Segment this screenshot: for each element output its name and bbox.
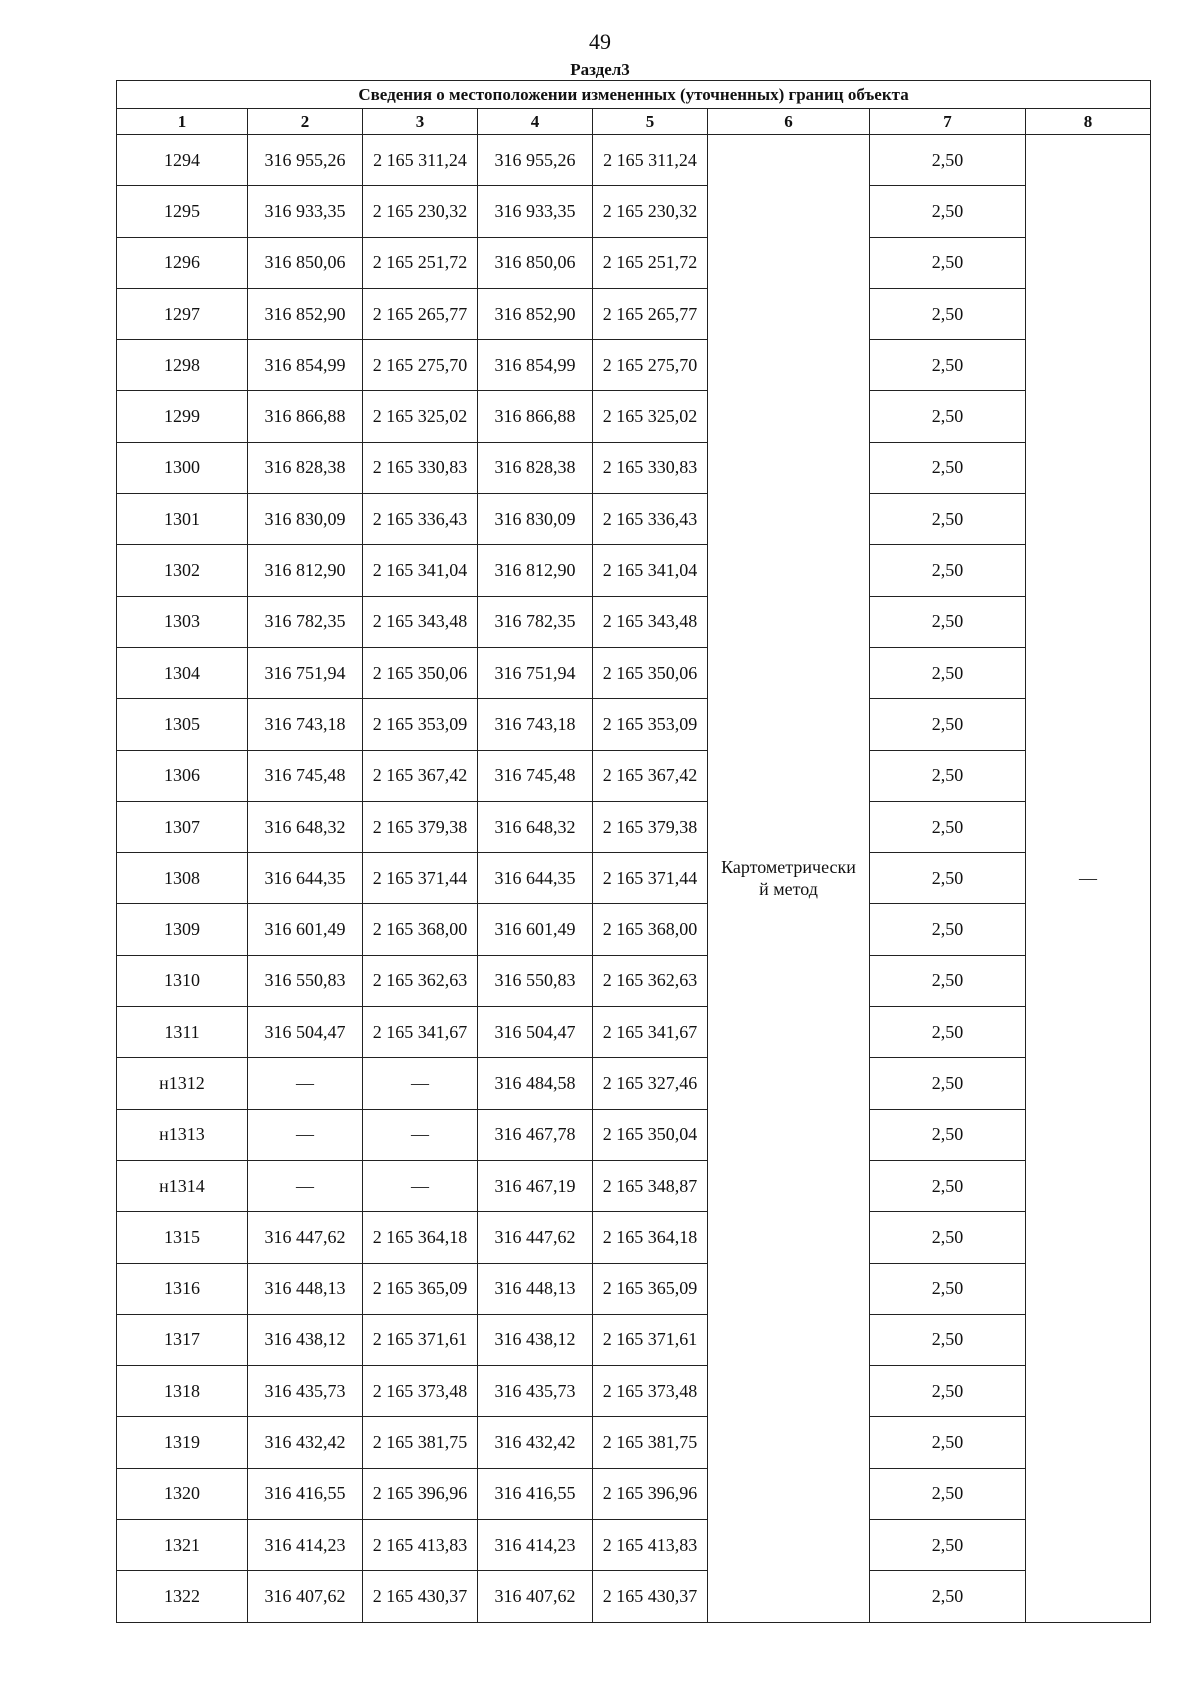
accuracy-cell: 2,50 [870,1160,1026,1211]
y-old-cell: 2 165 341,04 [363,545,478,596]
y-old-cell: 2 165 325,02 [363,391,478,442]
point-number-cell: 1300 [117,442,248,493]
table-row [117,1571,1151,1622]
point-number-cell: 1308 [117,853,248,904]
x-old-cell: 316 854,99 [248,340,363,391]
x-new-cell: 316 782,35 [478,596,593,647]
column-number: 7 [870,109,1026,135]
accuracy-cell: 2,50 [870,1366,1026,1417]
y-old-cell: — [363,1058,478,1109]
y-old-cell: 2 165 367,42 [363,750,478,801]
table-row [117,750,1151,801]
accuracy-cell: 2,50 [870,1468,1026,1519]
x-old-cell: — [248,1058,363,1109]
x-new-cell: 316 933,35 [478,186,593,237]
y-new-cell: 2 165 327,46 [593,1058,708,1109]
table-row [117,1520,1151,1571]
point-number-cell: 1295 [117,186,248,237]
y-old-cell: 2 165 362,63 [363,955,478,1006]
accuracy-cell: 2,50 [870,1417,1026,1468]
x-old-cell: 316 601,49 [248,904,363,955]
table-row [117,494,1151,545]
y-old-cell: 2 165 341,67 [363,1007,478,1058]
y-new-cell: 2 165 341,67 [593,1007,708,1058]
table-row [117,237,1151,288]
y-old-cell: 2 165 364,18 [363,1212,478,1263]
table-row [117,442,1151,493]
y-old-cell: 2 165 368,00 [363,904,478,955]
y-new-cell: 2 165 275,70 [593,340,708,391]
y-new-cell: 2 165 365,09 [593,1263,708,1314]
x-old-cell: — [248,1109,363,1160]
point-number-cell: 1322 [117,1571,248,1622]
y-new-cell: 2 165 413,83 [593,1520,708,1571]
accuracy-cell: 2,50 [870,288,1026,339]
method-line-1: Картометрически [721,857,856,878]
y-new-cell: 2 165 367,42 [593,750,708,801]
y-new-cell: 2 165 430,37 [593,1571,708,1622]
y-new-cell: 2 165 371,61 [593,1314,708,1365]
x-new-cell: 316 467,78 [478,1109,593,1160]
y-old-cell: — [363,1160,478,1211]
y-new-cell: 2 165 368,00 [593,904,708,955]
accuracy-cell: 2,50 [870,750,1026,801]
y-new-cell: 2 165 396,96 [593,1468,708,1519]
y-new-cell: 2 165 350,06 [593,647,708,698]
x-old-cell: 316 414,23 [248,1520,363,1571]
column-number: 5 [593,109,708,135]
method-line-2: й метод [759,879,818,900]
point-number-cell: н1314 [117,1160,248,1211]
point-number-cell: 1302 [117,545,248,596]
x-old-cell: 316 644,35 [248,853,363,904]
x-new-cell: 316 852,90 [478,288,593,339]
x-old-cell: 316 850,06 [248,237,363,288]
x-new-cell: 316 828,38 [478,442,593,493]
x-old-cell: — [248,1160,363,1211]
table-row [117,135,1151,186]
x-new-cell: 316 467,19 [478,1160,593,1211]
method-cell [708,135,870,1623]
point-number-cell: 1318 [117,1366,248,1417]
point-number-cell: 1310 [117,955,248,1006]
x-new-cell: 316 435,73 [478,1366,593,1417]
column-number: 1 [117,109,248,135]
x-old-cell: 316 743,18 [248,699,363,750]
y-new-cell: 2 165 265,77 [593,288,708,339]
x-new-cell: 316 850,06 [478,237,593,288]
y-old-cell: 2 165 251,72 [363,237,478,288]
section-title: Раздел3 [570,60,630,79]
y-old-cell: 2 165 373,48 [363,1366,478,1417]
table-row [117,904,1151,955]
x-old-cell: 316 830,09 [248,494,363,545]
accuracy-cell: 2,50 [870,853,1026,904]
y-old-cell: 2 165 330,83 [363,442,478,493]
table-row [117,340,1151,391]
table-row [117,1058,1151,1109]
table-row [117,186,1151,237]
x-old-cell: 316 438,12 [248,1314,363,1365]
accuracy-cell: 2,50 [870,1212,1026,1263]
table-row [117,1007,1151,1058]
point-number-cell: 1321 [117,1520,248,1571]
accuracy-cell: 2,50 [870,801,1026,852]
point-number-cell: 1316 [117,1263,248,1314]
y-new-cell: 2 165 350,04 [593,1109,708,1160]
x-new-cell: 316 447,62 [478,1212,593,1263]
x-new-cell: 316 414,23 [478,1520,593,1571]
x-new-cell: 316 438,12 [478,1314,593,1365]
x-new-cell: 316 484,58 [478,1058,593,1109]
y-old-cell: 2 165 350,06 [363,647,478,698]
accuracy-cell: 2,50 [870,955,1026,1006]
accuracy-cell: 2,50 [870,596,1026,647]
accuracy-cell: 2,50 [870,1109,1026,1160]
x-old-cell: 316 407,62 [248,1571,363,1622]
table-caption: Сведения о местоположении измененных (уточненных) границ объекта [117,81,1151,109]
y-new-cell: 2 165 343,48 [593,596,708,647]
y-old-cell: — [363,1109,478,1160]
accuracy-cell: 2,50 [870,1058,1026,1109]
y-new-cell: 2 165 330,83 [593,442,708,493]
accuracy-cell: 2,50 [870,1520,1026,1571]
x-new-cell: 316 812,90 [478,545,593,596]
x-new-cell: 316 854,99 [478,340,593,391]
column-number: 6 [708,109,870,135]
table-row [117,596,1151,647]
y-new-cell: 2 165 230,32 [593,186,708,237]
accuracy-cell: 2,50 [870,1007,1026,1058]
x-old-cell: 316 933,35 [248,186,363,237]
accuracy-cell: 2,50 [870,340,1026,391]
table-row [117,699,1151,750]
y-new-cell: 2 165 341,04 [593,545,708,596]
accuracy-cell: 2,50 [870,442,1026,493]
x-old-cell: 316 648,32 [248,801,363,852]
accuracy-cell: 2,50 [870,494,1026,545]
x-new-cell: 316 448,13 [478,1263,593,1314]
table-caption-row [117,81,1151,109]
table-row [117,1263,1151,1314]
point-number-cell: 1319 [117,1417,248,1468]
x-old-cell: 316 745,48 [248,750,363,801]
column-number: 2 [248,109,363,135]
table-row [117,1160,1151,1211]
x-old-cell: 316 866,88 [248,391,363,442]
point-number-cell: 1297 [117,288,248,339]
accuracy-cell: 2,50 [870,1571,1026,1622]
x-old-cell: 316 751,94 [248,647,363,698]
page-number: 49 [589,29,611,54]
accuracy-cell: 2,50 [870,186,1026,237]
coordinates-table [116,80,1151,1623]
accuracy-cell: 2,50 [870,391,1026,442]
table-row [117,1468,1151,1519]
table-row [117,853,1151,904]
table-row [117,647,1151,698]
point-number-cell: 1296 [117,237,248,288]
y-new-cell: 2 165 371,44 [593,853,708,904]
x-new-cell: 316 416,55 [478,1468,593,1519]
y-new-cell: 2 165 353,09 [593,699,708,750]
x-old-cell: 316 812,90 [248,545,363,596]
x-old-cell: 316 828,38 [248,442,363,493]
y-new-cell: 2 165 381,75 [593,1417,708,1468]
point-number-cell: 1315 [117,1212,248,1263]
x-old-cell: 316 435,73 [248,1366,363,1417]
y-new-cell: 2 165 325,02 [593,391,708,442]
x-old-cell: 316 550,83 [248,955,363,1006]
y-new-cell: 2 165 348,87 [593,1160,708,1211]
point-number-cell: 1306 [117,750,248,801]
y-old-cell: 2 165 336,43 [363,494,478,545]
y-new-cell: 2 165 362,63 [593,955,708,1006]
point-number-cell: 1298 [117,340,248,391]
point-number-cell: 1307 [117,801,248,852]
y-old-cell: 2 165 230,32 [363,186,478,237]
table-row [117,1314,1151,1365]
accuracy-cell: 2,50 [870,237,1026,288]
x-new-cell: 316 866,88 [478,391,593,442]
x-new-cell: 316 955,26 [478,135,593,186]
column-8-cell: — [1026,135,1151,1623]
y-old-cell: 2 165 365,09 [363,1263,478,1314]
y-old-cell: 2 165 311,24 [363,135,478,186]
x-new-cell: 316 830,09 [478,494,593,545]
y-old-cell: 2 165 371,61 [363,1314,478,1365]
x-old-cell: 316 955,26 [248,135,363,186]
accuracy-cell: 2,50 [870,904,1026,955]
y-new-cell: 2 165 364,18 [593,1212,708,1263]
table-row [117,391,1151,442]
x-new-cell: 316 648,32 [478,801,593,852]
x-new-cell: 316 743,18 [478,699,593,750]
x-old-cell: 316 852,90 [248,288,363,339]
y-old-cell: 2 165 275,70 [363,340,478,391]
point-number-cell: 1309 [117,904,248,955]
table-body [117,135,1151,1623]
point-number-cell: 1317 [117,1314,248,1365]
point-number-cell: 1304 [117,647,248,698]
column-number: 3 [363,109,478,135]
column-number-row [117,109,1151,135]
y-old-cell: 2 165 265,77 [363,288,478,339]
table-row [117,955,1151,1006]
x-old-cell: 316 782,35 [248,596,363,647]
y-old-cell: 2 165 430,37 [363,1571,478,1622]
point-number-cell: 1294 [117,135,248,186]
x-new-cell: 316 550,83 [478,955,593,1006]
point-number-cell: 1303 [117,596,248,647]
x-new-cell: 316 601,49 [478,904,593,955]
x-new-cell: 316 745,48 [478,750,593,801]
table-row [117,545,1151,596]
y-new-cell: 2 165 373,48 [593,1366,708,1417]
y-new-cell: 2 165 311,24 [593,135,708,186]
accuracy-cell: 2,50 [870,135,1026,186]
x-new-cell: 316 751,94 [478,647,593,698]
table-row [117,801,1151,852]
table-row [117,288,1151,339]
x-old-cell: 316 448,13 [248,1263,363,1314]
point-number-cell: 1299 [117,391,248,442]
point-number-cell: 1311 [117,1007,248,1058]
accuracy-cell: 2,50 [870,647,1026,698]
table-row [117,1212,1151,1263]
y-old-cell: 2 165 381,75 [363,1417,478,1468]
x-old-cell: 316 504,47 [248,1007,363,1058]
point-number-cell: 1320 [117,1468,248,1519]
y-new-cell: 2 165 251,72 [593,237,708,288]
column-number: 4 [478,109,593,135]
y-old-cell: 2 165 413,83 [363,1520,478,1571]
accuracy-cell: 2,50 [870,545,1026,596]
x-new-cell: 316 407,62 [478,1571,593,1622]
accuracy-cell: 2,50 [870,1263,1026,1314]
point-number-cell: 1305 [117,699,248,750]
y-old-cell: 2 165 371,44 [363,853,478,904]
y-old-cell: 2 165 396,96 [363,1468,478,1519]
table-row [117,1109,1151,1160]
y-old-cell: 2 165 379,38 [363,801,478,852]
x-old-cell: 316 416,55 [248,1468,363,1519]
x-old-cell: 316 447,62 [248,1212,363,1263]
y-new-cell: 2 165 379,38 [593,801,708,852]
x-new-cell: 316 432,42 [478,1417,593,1468]
y-new-cell: 2 165 336,43 [593,494,708,545]
x-new-cell: 316 644,35 [478,853,593,904]
table-row [117,1366,1151,1417]
accuracy-cell: 2,50 [870,1314,1026,1365]
y-old-cell: 2 165 343,48 [363,596,478,647]
y-old-cell: 2 165 353,09 [363,699,478,750]
x-new-cell: 316 504,47 [478,1007,593,1058]
table-row [117,1417,1151,1468]
point-number-cell: 1301 [117,494,248,545]
x-old-cell: 316 432,42 [248,1417,363,1468]
point-number-cell: н1313 [117,1109,248,1160]
point-number-cell: н1312 [117,1058,248,1109]
accuracy-cell: 2,50 [870,699,1026,750]
column-number: 8 [1026,109,1151,135]
